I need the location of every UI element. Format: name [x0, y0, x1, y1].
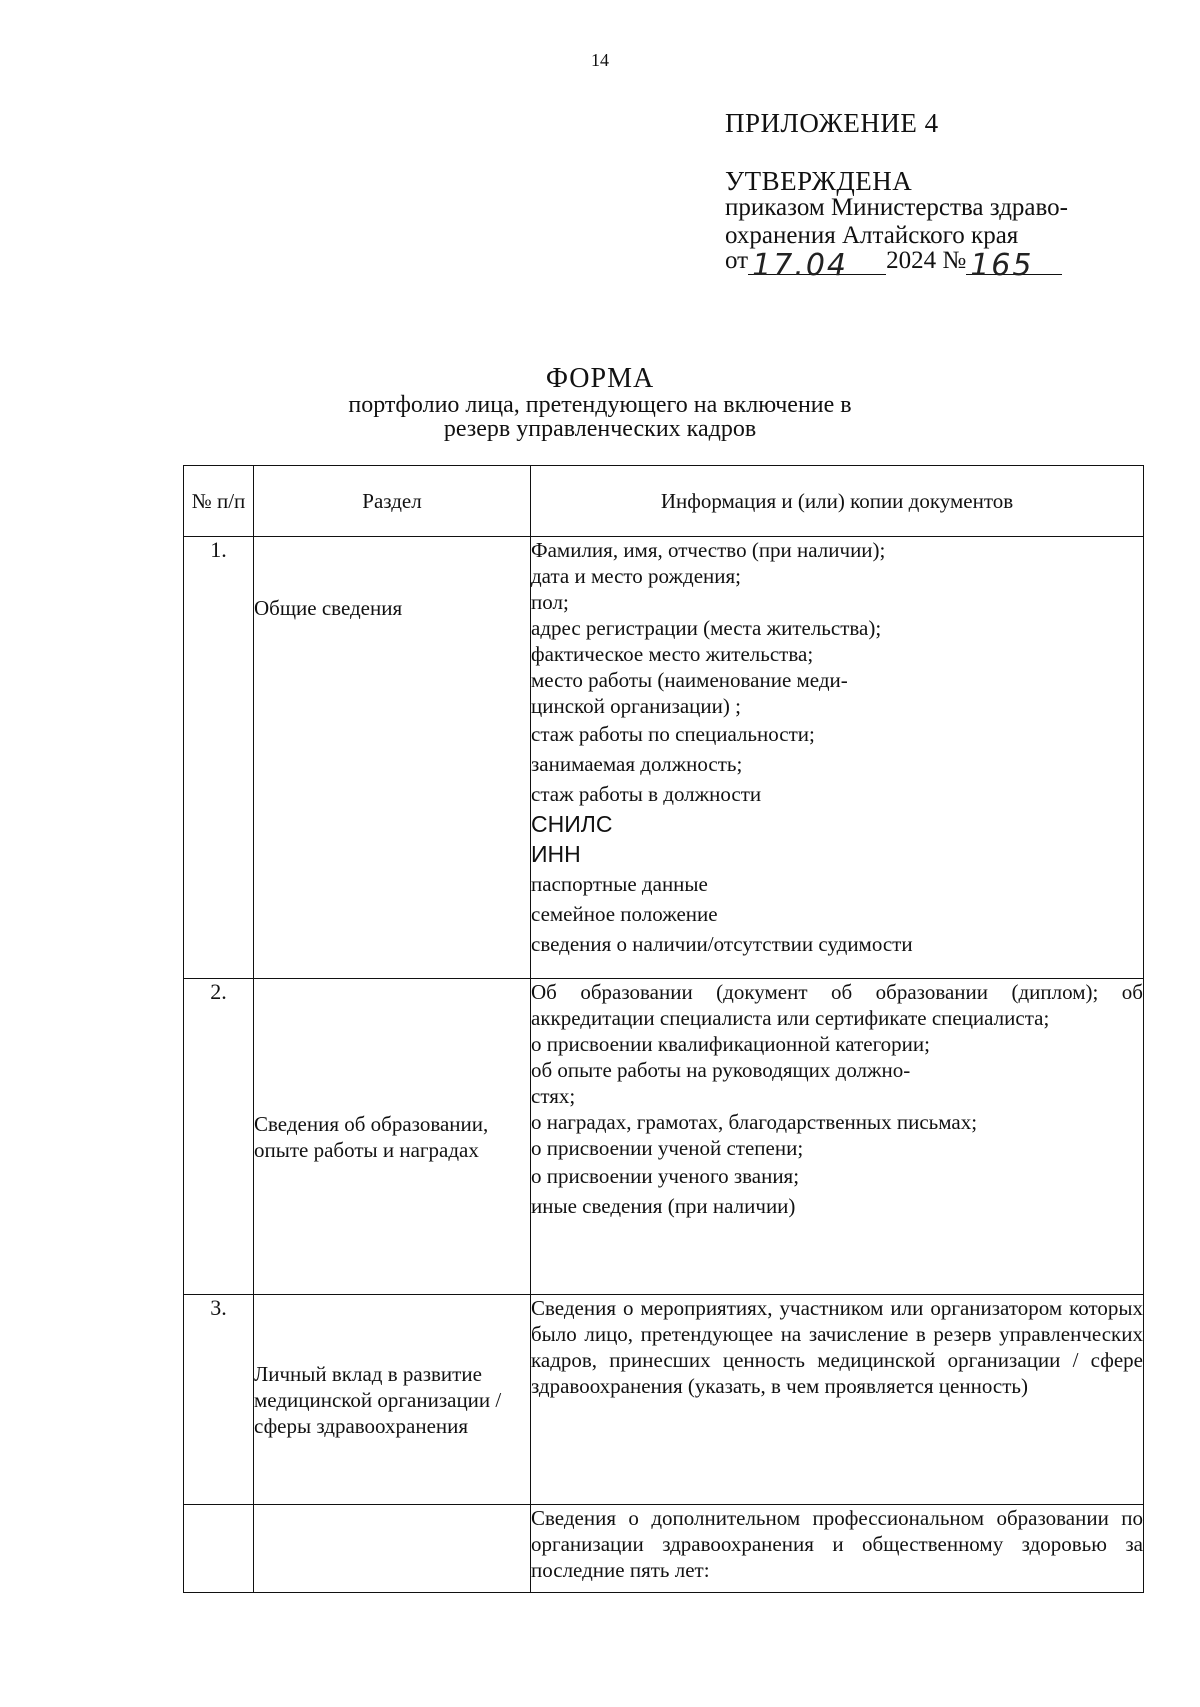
info-line: иные сведения (при наличии) [531, 1194, 796, 1218]
info-line: ИНН [531, 841, 581, 867]
row-section [254, 1295, 531, 1505]
header-num: № п/п [184, 466, 254, 537]
number-blank [966, 248, 1062, 283]
form-subtitle-1: портфолио лица, претендующего на включение в [348, 392, 852, 418]
info-line: Фамилия, имя, отчество (при наличии); [531, 538, 886, 562]
row-section [254, 1505, 531, 1593]
info-line: Сведения о дополнительном профессиональном образовании по организации здравоохранения и общественному здоровью за последние пять лет: [531, 1506, 1143, 1582]
approved-label: УТВЕРЖДЕНА [725, 166, 913, 196]
info-line: об опыте работы на руководящих должно- [531, 1058, 911, 1082]
info-line: стаж работы по специальности; [531, 722, 815, 746]
row-info [531, 1505, 1144, 1593]
row-section [254, 979, 531, 1295]
date-blank [748, 248, 886, 283]
row-num: 3. [184, 1295, 254, 1505]
page-number: 14 [591, 50, 609, 70]
info-line: о присвоении квалификационной категории; [531, 1032, 930, 1056]
info-line: фактическое место жительства; [531, 642, 814, 666]
row-info [531, 1295, 1144, 1505]
info-line: стаж работы в должности [531, 782, 762, 806]
row-info [531, 537, 1144, 979]
form-title: ФОРМА [545, 363, 655, 394]
order-line-1: приказом Министерства здраво- [725, 194, 1068, 221]
info-line: адрес регистрации (места жительства); [531, 616, 882, 640]
info-line: пол; [531, 590, 569, 614]
order-date-line [725, 247, 1062, 283]
from-label: от [725, 247, 749, 274]
form-subtitle-2: резерв управленческих кадров [443, 416, 757, 442]
row-num: 2. [184, 979, 254, 1295]
order-line-2: охранения Алтайского края [725, 222, 1019, 249]
section-label: Общие сведения [254, 596, 403, 620]
header-section: Раздел [254, 466, 531, 537]
row-num [184, 1505, 254, 1593]
attachment-label: ПРИЛОЖЕНИЕ 4 [725, 108, 939, 138]
section-label: Личный вклад в развитие медицинской организации /сферы здравоохранения [254, 1361, 502, 1438]
table-row [184, 1295, 1144, 1505]
info-line: сведения о наличии/отсутствии судимости [531, 932, 913, 956]
table-header-row [184, 466, 1144, 537]
info-line: о присвоении ученой степени; [531, 1136, 804, 1160]
header-info: Информация и (или) копии документов [531, 466, 1144, 537]
row-info [531, 979, 1144, 1295]
portfolio-table [183, 465, 1144, 1593]
info-line: семейное положение [531, 902, 718, 926]
info-line: занимаемая должность; [531, 752, 743, 776]
handwritten-number: 165 [970, 248, 1034, 283]
info-line: СНИЛС [531, 811, 613, 837]
table-row [184, 537, 1144, 979]
row-num: 1. [184, 537, 254, 979]
info-line: место работы (наименование меди- [531, 668, 848, 692]
table-row [184, 979, 1144, 1295]
info-line: о присвоении ученого звания; [531, 1164, 800, 1188]
handwritten-date: 17.04 [752, 248, 848, 283]
info-line: Сведения о мероприятиях, участником или организатором которых было лицо, претендующее на зачисление в резерв управленческих кадров, принесших ценность медицинской организации / сфере здравоохранения (указать, в чем проявляется ценность) [531, 1296, 1143, 1398]
info-line: паспортные данные [531, 872, 708, 896]
info-line: стях; [531, 1084, 576, 1108]
info-line: дата и место рождения; [531, 564, 742, 588]
info-line: Об образовании (документ об образовании (диплом); об аккредитации специалиста или сертификате специалиста; [531, 980, 1143, 1030]
section-label: Сведения об образовании, опыте работы и наградах [254, 1111, 489, 1162]
info-line: цинской организации) ; [531, 694, 741, 718]
row-section [254, 537, 531, 979]
table-row [184, 1505, 1144, 1593]
info-line: о наградах, грамотах, благодарственных письмах; [531, 1110, 978, 1134]
year-label: 2024 № [886, 247, 967, 274]
